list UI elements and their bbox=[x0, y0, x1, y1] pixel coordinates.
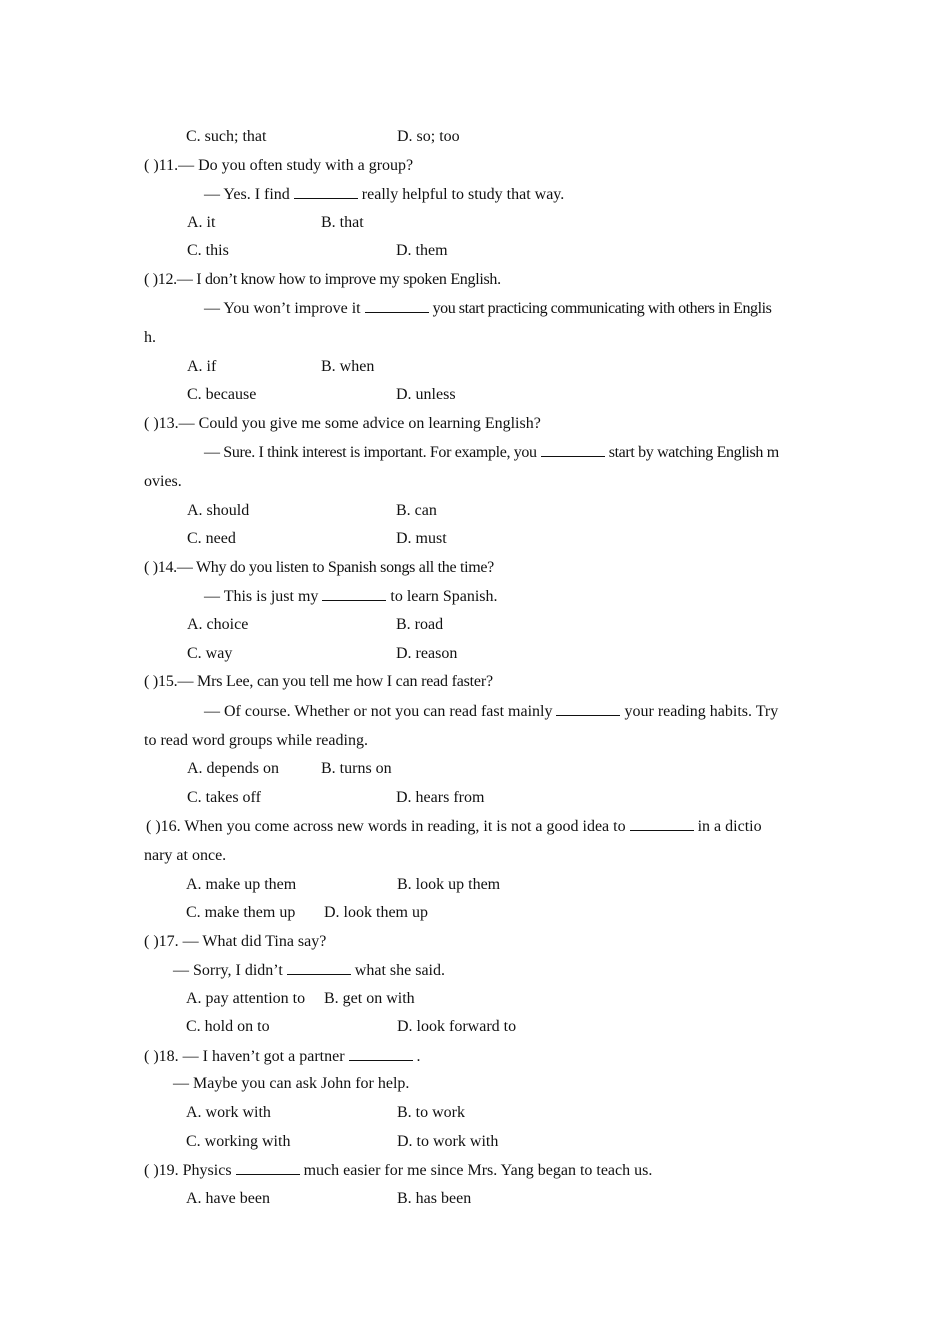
q12-reply bbox=[204, 298, 771, 319]
q13-blank bbox=[541, 442, 605, 457]
q18-option-a: A. work with bbox=[186, 1104, 271, 1121]
q16-option-d: D. look them up bbox=[324, 904, 428, 921]
q19-question-post: much easier for me since Mrs. Yang began to teach us. bbox=[303, 1162, 653, 1179]
q11-reply bbox=[204, 184, 564, 205]
q14-question: ( )14.— Why do you listen to Spanish songs all the time? bbox=[144, 559, 494, 576]
q17-question: ( )17. — What did Tina say? bbox=[144, 933, 327, 950]
q16-option-b: B. look up them bbox=[397, 876, 501, 893]
q12-question: ( )12.— I don’t know how to improve my spoken English. bbox=[144, 271, 501, 288]
q17-option-a: A. pay attention to bbox=[186, 990, 306, 1007]
q16-option-a: A. make up them bbox=[186, 876, 297, 893]
q16-question-post: in a dictio bbox=[697, 818, 762, 835]
q18-question bbox=[144, 1046, 421, 1067]
q14-blank bbox=[322, 586, 386, 601]
q13-reply bbox=[204, 442, 779, 463]
q19-blank bbox=[236, 1160, 300, 1175]
q16-blank bbox=[630, 816, 694, 831]
q15-blank bbox=[556, 701, 620, 716]
q14-option-d: D. reason bbox=[396, 645, 458, 662]
q18-option-d: D. to work with bbox=[397, 1133, 499, 1150]
q10-option-c: C. such; that bbox=[186, 128, 267, 145]
q16-question-pre: ( )16. When you come across new words in reading, it is not a good idea to bbox=[146, 818, 626, 835]
q12-reply-post: you start practicing communicating with others in Englis bbox=[432, 300, 772, 317]
q14-option-b: B. road bbox=[396, 616, 444, 633]
q13-question: ( )13.— Could you give me some advice on learning English? bbox=[144, 415, 541, 432]
q12-option-c: C. because bbox=[187, 386, 257, 403]
q11-blank bbox=[294, 184, 358, 199]
q14-option-a: A. choice bbox=[187, 616, 249, 633]
q18-reply: — Maybe you can ask John for help. bbox=[173, 1075, 410, 1092]
q15-question: ( )15.— Mrs Lee, can you tell me how I can read faster? bbox=[144, 673, 493, 690]
q11-option-a: A. it bbox=[187, 214, 216, 231]
q19-question-pre: ( )19. Physics bbox=[144, 1162, 232, 1179]
q11-reply-post: really helpful to study that way. bbox=[361, 186, 565, 203]
q17-option-c: C. hold on to bbox=[186, 1018, 270, 1035]
q13-option-c: C. need bbox=[187, 530, 236, 547]
q17-reply-post: what she said. bbox=[354, 962, 445, 979]
q17-blank bbox=[287, 960, 351, 975]
q17-option-d: D. look forward to bbox=[397, 1018, 517, 1035]
q13-option-b: B. can bbox=[396, 502, 437, 519]
q18-question-pre: ( )18. — I haven’t got a partner bbox=[144, 1048, 345, 1065]
q11-option-c: C. this bbox=[187, 242, 229, 259]
q18-option-c: C. working with bbox=[186, 1133, 291, 1150]
q11-reply-pre: — Yes. I find bbox=[204, 186, 290, 203]
q13-reply-pre: — Sure. I think interest is important. For example, you bbox=[204, 444, 537, 461]
q19-option-a: A. have been bbox=[186, 1190, 270, 1207]
q15-option-c: C. takes off bbox=[187, 789, 261, 806]
q15-option-d: D. hears from bbox=[396, 789, 485, 806]
q11-option-d: D. them bbox=[396, 242, 448, 259]
q17-reply bbox=[173, 960, 445, 981]
q12-reply-cont: h. bbox=[144, 329, 156, 346]
q15-reply-cont: to read word groups while reading. bbox=[144, 732, 368, 749]
q10-option-d: D. so; too bbox=[397, 128, 460, 145]
q12-option-d: D. unless bbox=[396, 386, 456, 403]
q15-reply bbox=[204, 701, 778, 722]
q18-question-post: . bbox=[416, 1048, 421, 1065]
q13-reply-cont: ovies. bbox=[144, 473, 182, 490]
q17-option-b: B. get on with bbox=[324, 990, 415, 1007]
q18-option-b: B. to work bbox=[397, 1104, 465, 1121]
q12-blank bbox=[365, 298, 429, 313]
q13-option-d: D. must bbox=[396, 530, 447, 547]
q18-blank bbox=[349, 1046, 413, 1061]
q16-option-c: C. make them up bbox=[186, 904, 296, 921]
q11-option-b: B. that bbox=[321, 214, 364, 231]
q12-option-a: A. if bbox=[187, 358, 217, 375]
q15-reply-pre: — Of course. Whether or not you can read fast mainly bbox=[204, 703, 553, 720]
q15-reply-post: your reading habits. Try bbox=[624, 703, 779, 720]
q14-reply bbox=[204, 586, 497, 607]
q12-reply-pre: — You won’t improve it bbox=[204, 300, 361, 317]
q19-question bbox=[144, 1160, 652, 1181]
q19-option-b: B. has been bbox=[397, 1190, 472, 1207]
q15-option-b: B. turns on bbox=[321, 760, 392, 777]
q16-question-cont: nary at once. bbox=[144, 847, 227, 864]
q14-option-c: C. way bbox=[187, 645, 233, 662]
q11-question: ( )11.— Do you often study with a group? bbox=[144, 157, 414, 174]
q14-reply-pre: — This is just my bbox=[204, 588, 319, 605]
q17-reply-pre: — Sorry, I didn’t bbox=[173, 962, 283, 979]
q15-option-a: A. depends on bbox=[187, 760, 279, 777]
q13-reply-post: start by watching English m bbox=[608, 444, 779, 461]
q12-option-b: B. when bbox=[321, 358, 375, 375]
q13-option-a: A. should bbox=[187, 502, 250, 519]
q16-question bbox=[146, 816, 762, 837]
q14-reply-post: to learn Spanish. bbox=[390, 588, 498, 605]
